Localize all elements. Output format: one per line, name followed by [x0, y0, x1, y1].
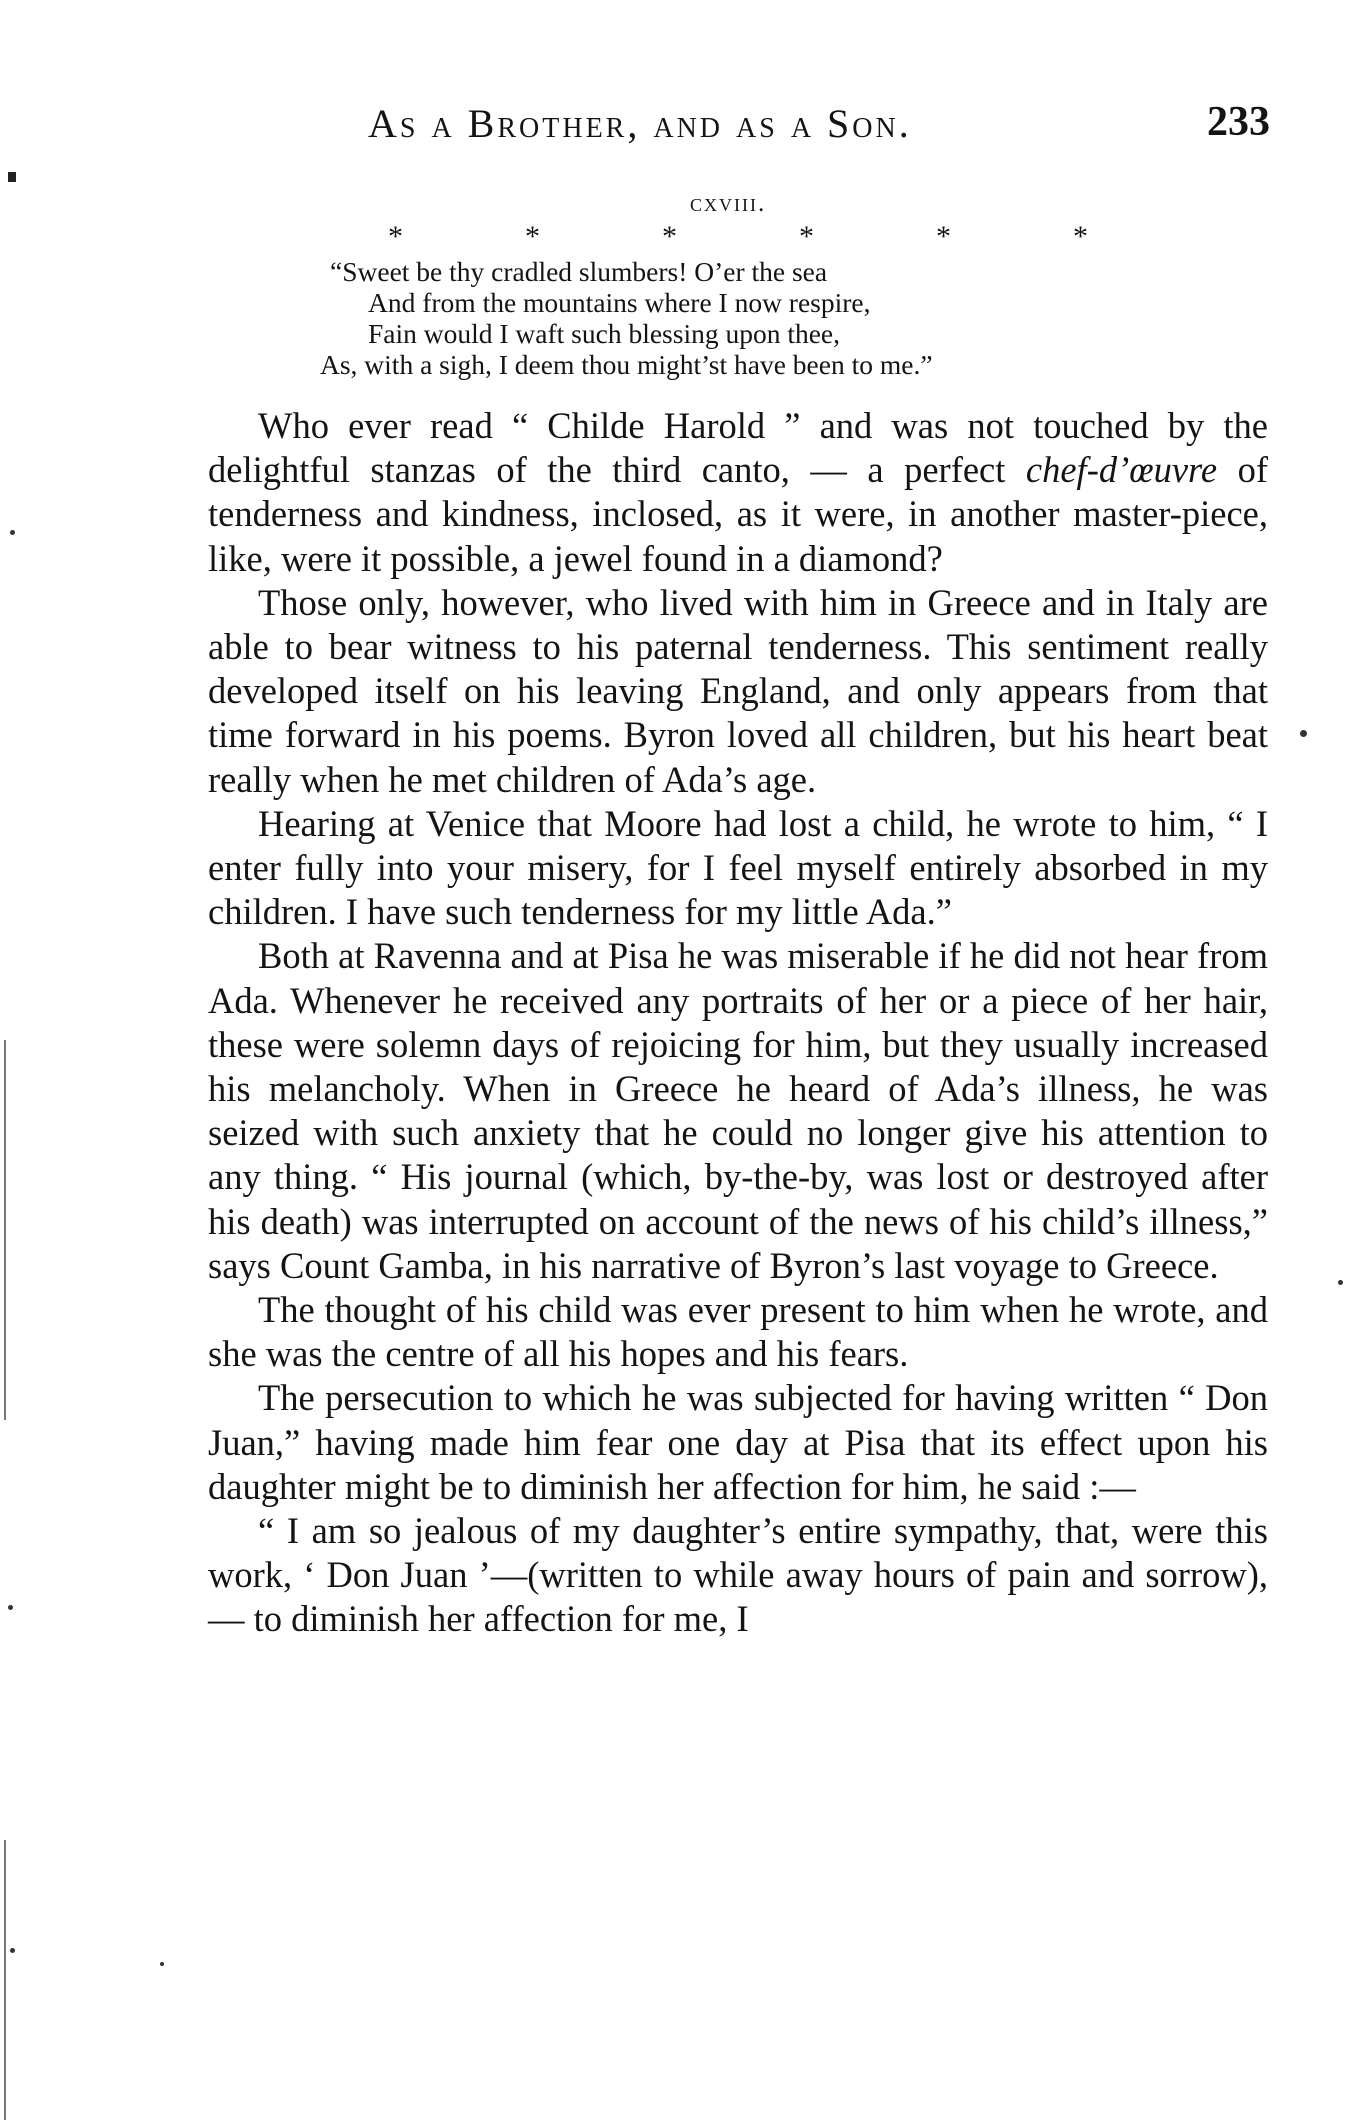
- paragraph: “ I am so jealous of my daughter’s entire sympathy, that, were this work, ‘ Don Juan ’—(written to while away hours of pain and sorrow), — to diminish her affection for me, I: [208, 1510, 1268, 1640]
- body-text: [208, 404, 1268, 1642]
- paragraph: [208, 404, 1268, 581]
- poem-stanza: [320, 256, 1130, 380]
- poem-line: As, with a sigh, I deem thou might’st have been to me.”: [320, 349, 933, 380]
- paragraph: The persecution to which he was subjected for having written “ Don Juan,” having made him fear one day at Pisa that its effect upon his daughter might be to diminish her affection for him, he said :—: [208, 1377, 1268, 1507]
- asterisk: *: [525, 220, 540, 253]
- paragraph-text: Who ever read “ Childe Harold ” and was not touched by the delightful stanzas of the third canto, — a perfect: [208, 405, 1268, 491]
- paragraph-text: of tenderness and kindness, inclosed, as it were, in another master-piece, like, were it possible, a jewel found in a diamond?: [208, 449, 1269, 579]
- scan-speck: [160, 1962, 164, 1966]
- scan-speck: [10, 530, 15, 535]
- poem-line: “Sweet be thy cradled slumbers! O’er the sea: [330, 256, 828, 287]
- asterisk: *: [388, 220, 403, 253]
- scan-speck: [1300, 730, 1307, 737]
- paragraph: Those only, however, who lived with him in Greece and in Italy are able to bear witness to his paternal tenderness. This sentiment really developed itself on his leaving England, and only appears from that time forward in his poems. Byron loved all children, but his heart beat really when he met children of Ada’s age.: [208, 581, 1268, 800]
- paragraph: Both at Ravenna and at Pisa he was miserable if he did not hear from Ada. Whenever he received any portraits of her or a piece of her hair, these were solemn days of rejoicing for him, but they usually increased his melancholy. When in Greece he heard of Ada’s illness, he was seized with such anxiety that he could no longer give his attention to any thing. “ His journal (which, by-the-by, was lost or destroyed after his death) was interrupted on account of the news of his child’s illness,” says Count Gamba, in his narrative of Byron’s last voyage to Greece.: [208, 935, 1268, 1286]
- scan-speck: [8, 1605, 13, 1610]
- gutter-shadow: [4, 1040, 6, 1420]
- italic-phrase: chef-d’œuvre: [1025, 449, 1218, 491]
- scan-speck: [10, 1948, 15, 1953]
- asterisk: *: [1073, 220, 1088, 253]
- scan-speck: [8, 172, 16, 182]
- paragraph: The thought of his child was ever present to him when he wrote, and she was the centre of all his hopes and his fears.: [208, 1289, 1268, 1375]
- asterisk: *: [662, 220, 677, 253]
- asterisk: *: [936, 220, 951, 253]
- page-number: 233: [1207, 99, 1270, 145]
- poem-line: Fain would I waft such blessing upon thee,: [368, 318, 841, 349]
- scan-speck: [1338, 1280, 1343, 1285]
- paragraph: Hearing at Venice that Moore had lost a child, he wrote to him, “ I enter fully into your misery, for I feel myself entirely absorbed in my children. I have such tenderness for my little Ada.”: [208, 802, 1268, 933]
- asterisk: *: [799, 220, 814, 253]
- poem-section-numeral: cxviii.: [690, 190, 767, 217]
- gutter-shadow: [4, 1840, 6, 2120]
- poem-line: And from the mountains where I now respire,: [368, 287, 871, 318]
- running-head-title: As a Brother, and as a Son.: [368, 101, 912, 146]
- asterism: [388, 220, 1088, 254]
